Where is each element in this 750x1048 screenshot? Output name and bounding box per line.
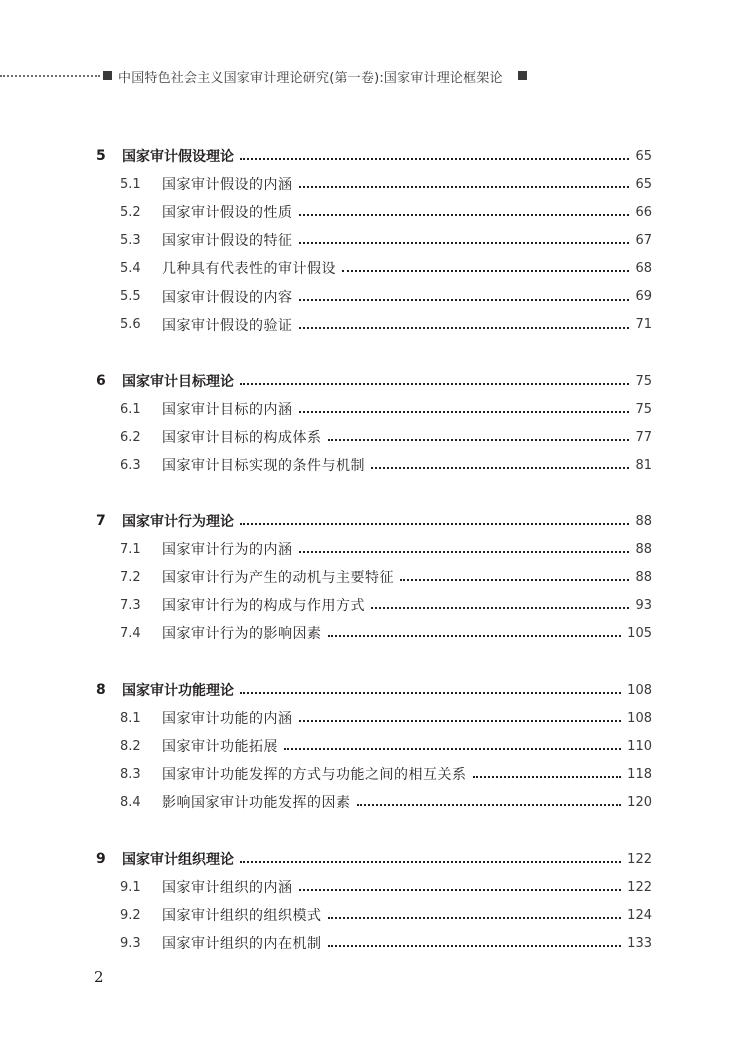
toc-dot-leader [299, 242, 630, 244]
running-title: 中国特色社会主义国家审计理论研究(第一卷):国家审计理论框架论 [118, 71, 503, 86]
toc-entry-number: 6 [96, 373, 106, 389]
toc-entry-number: 6.3 [120, 457, 141, 473]
toc-section-row[interactable] [96, 226, 652, 254]
toc-entry-page: 68 [635, 260, 652, 276]
toc-entry-number: 6.2 [120, 429, 141, 445]
toc-entry-page: 77 [635, 429, 652, 445]
toc-entry-number: 8 [96, 682, 106, 698]
toc-entry-title: 国家审计行为理论 [122, 514, 234, 530]
toc-entry-number: 5 [96, 148, 106, 164]
toc-dot-leader [328, 439, 630, 441]
toc-entry-page: 110 [627, 738, 652, 754]
toc-entry-page: 93 [635, 597, 652, 613]
toc-dot-leader [473, 776, 622, 778]
toc-dot-leader [299, 299, 630, 301]
toc-entry-page: 88 [635, 569, 652, 585]
toc-section-row[interactable] [96, 619, 652, 647]
toc-section-row[interactable] [96, 283, 652, 311]
toc-entry-page: 118 [627, 766, 652, 782]
toc-section-row[interactable] [96, 311, 652, 339]
toc-dot-leader [400, 579, 629, 581]
toc-section-row[interactable] [96, 395, 652, 423]
toc-entry-page: 122 [627, 851, 652, 867]
toc-entry-title: 国家审计行为的构成与作用方式 [162, 598, 365, 615]
toc-dot-leader [357, 804, 622, 806]
toc-entry-title: 国家审计假设的特征 [162, 233, 293, 250]
toc-entry-number: 9.3 [120, 935, 141, 951]
toc-entry-number: 9.2 [120, 907, 141, 923]
toc-entry-number: 9 [96, 851, 106, 867]
toc-entry-number: 6.1 [120, 401, 141, 417]
toc-entry-page: 66 [635, 204, 652, 220]
toc-section-row[interactable] [96, 170, 652, 198]
toc-dot-leader [328, 917, 622, 919]
running-header [0, 65, 750, 87]
toc-dot-leader [299, 214, 630, 216]
toc-entry-number: 8.3 [120, 766, 141, 782]
header-square-right-icon [518, 71, 527, 80]
toc-entry-number: 5.5 [120, 289, 141, 304]
toc-entry-page: 71 [635, 317, 652, 333]
toc-entry-title: 国家审计功能的内涵 [162, 711, 293, 728]
toc-entry-title: 国家审计目标的构成体系 [162, 430, 322, 447]
toc-entry-title: 国家审计假设的内容 [162, 289, 293, 306]
toc-dot-leader [240, 861, 621, 863]
toc-section-row[interactable] [96, 901, 652, 929]
toc-entry-number: 9.1 [120, 879, 141, 895]
toc-section-row[interactable] [96, 198, 652, 226]
toc-chapter-row[interactable] [96, 676, 652, 704]
toc-entry-title: 国家审计组织的组织模式 [162, 908, 322, 925]
toc-entry-title: 影响国家审计功能发挥的因素 [162, 795, 351, 812]
toc-entry-title: 国家审计假设的验证 [162, 317, 293, 334]
toc-dot-leader [299, 551, 630, 553]
toc-entry-title: 国家审计组织的内涵 [162, 880, 293, 897]
toc-section-row[interactable] [96, 254, 652, 282]
toc-entry-title: 国家审计假设理论 [122, 149, 234, 165]
toc-entry-number: 5.3 [120, 232, 141, 248]
toc-entry-number: 5.6 [120, 317, 141, 333]
toc-entry-number: 7.4 [120, 625, 141, 641]
toc-dot-leader [328, 635, 622, 637]
toc-entry-number: 8.1 [120, 710, 141, 726]
toc-entry-title: 国家审计功能拓展 [162, 739, 278, 756]
toc-dot-leader [240, 692, 621, 694]
toc-entry-title: 国家审计组织理论 [122, 852, 234, 868]
toc-entry-page: 88 [635, 513, 652, 529]
toc-entry-number: 5.2 [120, 204, 141, 220]
toc-chapter-row[interactable] [96, 845, 652, 873]
toc-entry-page: 65 [635, 148, 652, 164]
toc-section-row[interactable] [96, 423, 652, 451]
toc-section-row[interactable] [96, 563, 652, 591]
toc-entry-title: 国家审计目标理论 [122, 374, 234, 390]
toc-dot-leader [299, 186, 630, 188]
toc-entry-title: 国家审计功能发挥的方式与功能之间的相互关系 [162, 767, 467, 784]
toc-entry-title: 国家审计行为的内涵 [162, 542, 293, 559]
toc-entry-page: 75 [635, 401, 652, 417]
toc-dot-leader [240, 158, 629, 160]
toc-dot-leader [299, 889, 622, 891]
toc-entry-number: 7.3 [120, 597, 141, 613]
toc-entry-page: 69 [635, 289, 652, 304]
toc-entry-title: 国家审计组织的内在机制 [162, 936, 322, 953]
toc-entry-page: 88 [635, 541, 652, 557]
toc-entry-number: 7.1 [120, 541, 141, 557]
toc-dot-leader [342, 270, 629, 272]
toc-entry-page: 122 [627, 879, 652, 895]
toc-entry-number: 7.2 [120, 569, 141, 585]
toc-dot-leader [371, 467, 629, 469]
toc-entry-number: 5.1 [120, 176, 141, 192]
toc-entry-title: 国家审计假设的性质 [162, 205, 293, 222]
toc-section-row[interactable] [96, 929, 652, 957]
toc-entry-number: 7 [96, 513, 106, 529]
toc-entry-page: 65 [635, 176, 652, 192]
toc-entry-page: 120 [627, 794, 652, 810]
toc-section-row[interactable] [96, 732, 652, 760]
toc-entry-page: 81 [635, 457, 652, 473]
toc-entry-page: 108 [627, 682, 652, 698]
toc-section-row[interactable] [96, 451, 652, 479]
toc-dot-leader [240, 523, 629, 525]
toc-entry-number: 8.4 [120, 794, 141, 810]
toc-dot-leader [299, 720, 622, 722]
header-dotted-rule [0, 75, 100, 77]
toc-entry-title: 国家审计行为的影响因素 [162, 626, 322, 643]
toc-dot-leader [299, 327, 630, 329]
toc-entry-page: 105 [627, 625, 652, 641]
toc-chapter-row[interactable] [96, 367, 652, 395]
toc-dot-leader [284, 748, 621, 750]
page-number: 2 [94, 968, 104, 986]
toc-dot-leader [371, 607, 629, 609]
toc-section-row[interactable] [96, 873, 652, 901]
toc-entry-title: 几种具有代表性的审计假设 [162, 261, 336, 278]
toc-entry-page: 75 [635, 373, 652, 389]
toc-section-row[interactable] [96, 535, 652, 563]
toc-entry-page: 108 [627, 710, 652, 726]
header-square-left-icon [103, 71, 112, 80]
toc-chapter-row[interactable] [96, 507, 652, 535]
toc-entry-title: 国家审计功能理论 [122, 683, 234, 699]
toc-entry-title: 国家审计目标的内涵 [162, 402, 293, 419]
toc-dot-leader [299, 411, 630, 413]
toc-section-row[interactable] [96, 591, 652, 619]
toc-section-row[interactable] [96, 704, 652, 732]
toc-section-row[interactable] [96, 788, 652, 816]
toc-entry-page: 124 [627, 907, 652, 923]
toc-entry-title: 国家审计假设的内涵 [162, 177, 293, 194]
toc-dot-leader [240, 383, 629, 385]
toc-entry-page: 133 [627, 935, 652, 951]
toc-entry-title: 国家审计目标实现的条件与机制 [162, 458, 365, 475]
toc-entry-page: 67 [635, 232, 652, 248]
toc-dot-leader [328, 945, 622, 947]
toc-chapter-row[interactable] [96, 142, 652, 170]
toc-entry-number: 5.4 [120, 260, 141, 276]
toc-entry-number: 8.2 [120, 738, 141, 754]
toc-section-row[interactable] [96, 760, 652, 788]
toc-entry-title: 国家审计行为产生的动机与主要特征 [162, 570, 394, 587]
